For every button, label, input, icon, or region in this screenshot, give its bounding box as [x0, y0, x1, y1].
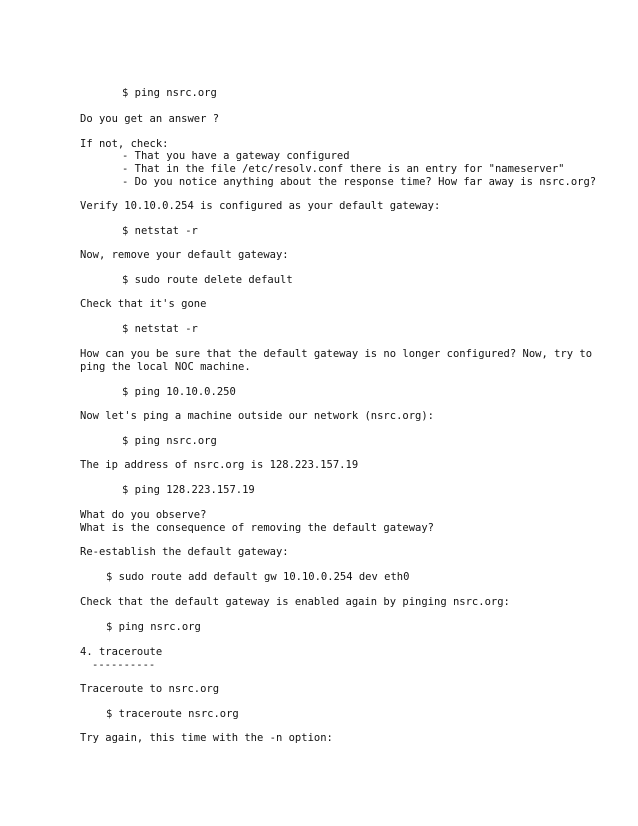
text-line: If not, check:: [80, 138, 169, 150]
text-line: Try again, this time with the -n option:: [80, 732, 333, 744]
text-line: How can you be sure that the default gateway is no longer configured? Now, try to: [80, 348, 593, 360]
text-line: What is the consequence of removing the default gateway?: [80, 522, 435, 534]
command-line: $ ping 128.223.157.19: [122, 484, 255, 496]
text-line: The ip address of nsrc.org is 128.223.157.19: [80, 459, 359, 471]
text-line: Now let's ping a machine outside our network (nsrc.org):: [80, 410, 435, 422]
command-line: $ ping nsrc.org: [106, 621, 201, 633]
list-item: - Do you notice anything about the response time? How far away is nsrc.org?: [122, 176, 597, 188]
command-line: $ ping 10.10.0.250: [122, 386, 236, 398]
heading-underline: ----------: [92, 659, 156, 671]
command-line: $ sudo route add default gw 10.10.0.254 dev eth0: [106, 571, 410, 583]
text-line: ping the local NOC machine.: [80, 361, 251, 373]
list-item: - That in the file /etc/resolv.conf there is an entry for "nameserver": [122, 163, 565, 175]
command-line: $ sudo route delete default: [122, 274, 293, 286]
text-line: Verify 10.10.0.254 is configured as your default gateway:: [80, 200, 441, 212]
command-line: $ netstat -r: [122, 323, 198, 335]
command-line: $ netstat -r: [122, 225, 198, 237]
text-line: What do you observe?: [80, 509, 207, 521]
section-heading: 4. traceroute: [80, 646, 163, 658]
command-line: $ ping nsrc.org: [122, 435, 217, 447]
command-line: $ ping nsrc.org: [122, 87, 217, 99]
text-line: Now, remove your default gateway:: [80, 249, 289, 261]
text-line: Check that it's gone: [80, 298, 207, 310]
command-line: $ traceroute nsrc.org: [106, 708, 239, 720]
list-item: - That you have a gateway configured: [122, 150, 350, 162]
text-line: Do you get an answer ?: [80, 113, 220, 125]
text-line: Check that the default gateway is enabled again by pinging nsrc.org:: [80, 596, 510, 608]
text-line: Traceroute to nsrc.org: [80, 683, 220, 695]
text-line: Re-establish the default gateway:: [80, 546, 289, 558]
